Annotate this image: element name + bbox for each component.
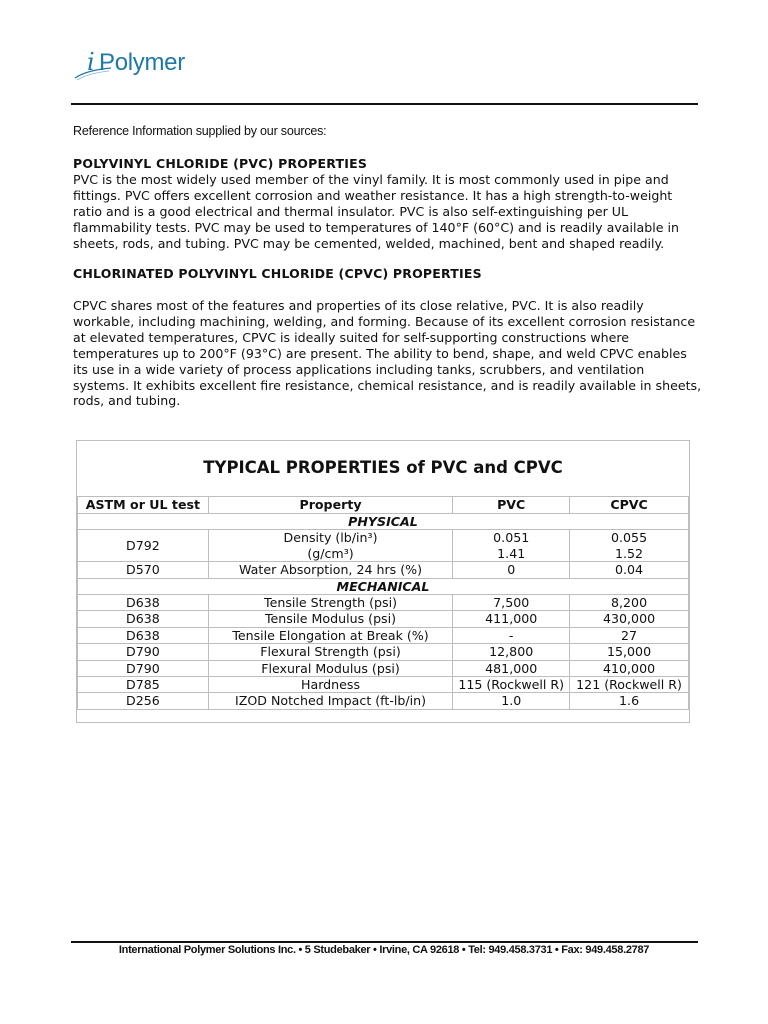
cell-test: D570 — [78, 562, 209, 578]
table-header-row — [78, 497, 689, 514]
table-row — [78, 693, 689, 709]
header-divider — [71, 103, 698, 105]
cpvc-description: CPVC shares most of the features and properties of its close relative, PVC. It is also readily workable, including machining, welding, and forming. Because of its excellent corrosion resistance at elevated temperatures, CPVC is ideally suited for self-supporting constructions where temperatures up to 200°F (93°C) are present. The ability to bend, shape, and weld CPVC enables its use in a wide variety of process applications including tanks, scrubbers, and ventilation systems. It exhibits excellent fire resistance, chemical resistance, and is readily available in sheets, rods, and tubing. — [73, 298, 702, 409]
cell-property: Hardness — [208, 677, 453, 693]
table-row — [78, 677, 689, 693]
cell-pvc — [453, 530, 570, 562]
properties-table-box — [76, 440, 690, 723]
property-line-1: Density (lb/in³) — [283, 530, 378, 546]
cell-pvc: - — [453, 627, 570, 643]
section-row-physical — [78, 514, 689, 530]
header-pvc: PVC — [453, 497, 570, 514]
cell-cpvc: 430,000 — [570, 611, 689, 627]
cell-test: D638 — [78, 611, 209, 627]
cell-pvc: 411,000 — [453, 611, 570, 627]
pvc-description: PVC is the most widely used member of the vinyl family. It is most commonly used in pipe and fittings. PVC offers excellent corrosion and weather resistance. It has a high strength-to-weight ratio and is a good electrical and thermal insulator. PVC is also self-extinguishing per UL flammability tests. PVC may be used to temperatures of 140°F (60°C) and is readily available in sheets, rods, and tubing. PVC may be cemented, welded, machined, bent and shaped readily. — [73, 172, 679, 251]
cell-cpvc: 8,200 — [570, 595, 689, 611]
reference-note: Reference Information supplied by our sources: — [73, 124, 327, 138]
cell-property: Flexural Strength (psi) — [208, 644, 453, 660]
header-test: ASTM or UL test — [78, 497, 209, 514]
table-row — [78, 611, 689, 627]
cell-property: Tensile Elongation at Break (%) — [208, 627, 453, 643]
cell-property: Tensile Modulus (psi) — [208, 611, 453, 627]
cell-property — [208, 530, 453, 562]
table-row — [78, 660, 689, 676]
section-label-physical: PHYSICAL — [78, 514, 689, 530]
cell-pvc: 115 (Rockwell R) — [453, 677, 570, 693]
cell-test: D638 — [78, 627, 209, 643]
table-row — [78, 627, 689, 643]
table-row — [78, 595, 689, 611]
footer-divider — [71, 941, 698, 943]
table-title: TYPICAL PROPERTIES of PVC and CPVC — [203, 458, 563, 477]
cell-property: IZOD Notched Impact (ft-lb/in) — [208, 693, 453, 709]
table-row — [78, 644, 689, 660]
cpvc-line-2: 1.52 — [615, 545, 644, 561]
header-cpvc: CPVC — [570, 497, 689, 514]
cell-property: Flexural Modulus (psi) — [208, 660, 453, 676]
cell-cpvc: 121 (Rockwell R) — [570, 677, 689, 693]
cell-cpvc: 1.6 — [570, 693, 689, 709]
pvc-line-2: 1.41 — [497, 545, 526, 561]
cell-pvc: 7,500 — [453, 595, 570, 611]
cell-cpvc: 27 — [570, 627, 689, 643]
cell-cpvc: 15,000 — [570, 644, 689, 660]
cell-pvc: 12,800 — [453, 644, 570, 660]
cell-cpvc — [570, 530, 689, 562]
table-row — [78, 530, 689, 562]
footer-contact: International Polymer Solutions Inc. • 5 Studebaker • Irvine, CA 92618 • Tel: 949.458.3731 • Fax: 949.458.2787 — [118, 944, 650, 956]
cpvc-heading: CHLORINATED POLYVINYL CHLORIDE (CPVC) PROPERTIES — [73, 266, 482, 281]
cell-property: Tensile Strength (psi) — [208, 595, 453, 611]
section-label-mechanical: MECHANICAL — [78, 578, 689, 594]
cell-test: D256 — [78, 693, 209, 709]
logo-wordmark: Polymer — [99, 49, 185, 76]
cell-pvc: 1.0 — [453, 693, 570, 709]
cell-cpvc: 410,000 — [570, 660, 689, 676]
header-property: Property — [208, 497, 453, 514]
cell-pvc: 481,000 — [453, 660, 570, 676]
pvc-heading: POLYVINYL CHLORIDE (PVC) PROPERTIES — [73, 156, 368, 171]
cpvc-line-1: 0.055 — [611, 530, 648, 546]
table-row — [78, 562, 689, 578]
cell-property: Water Absorption, 24 hrs (%) — [208, 562, 453, 578]
ipolymer-logo — [73, 44, 203, 84]
cell-test: D790 — [78, 660, 209, 676]
properties-table — [77, 496, 689, 710]
cell-test: D790 — [78, 644, 209, 660]
cell-test: D638 — [78, 595, 209, 611]
property-line-2: (g/cm³) — [307, 545, 354, 561]
cell-pvc: 0 — [453, 562, 570, 578]
cell-cpvc: 0.04 — [570, 562, 689, 578]
section-row-mechanical — [78, 578, 689, 594]
cell-test: D785 — [78, 677, 209, 693]
logo-i: i — [87, 48, 95, 76]
pvc-line-1: 0.051 — [493, 530, 530, 546]
cell-test: D792 — [78, 530, 209, 562]
